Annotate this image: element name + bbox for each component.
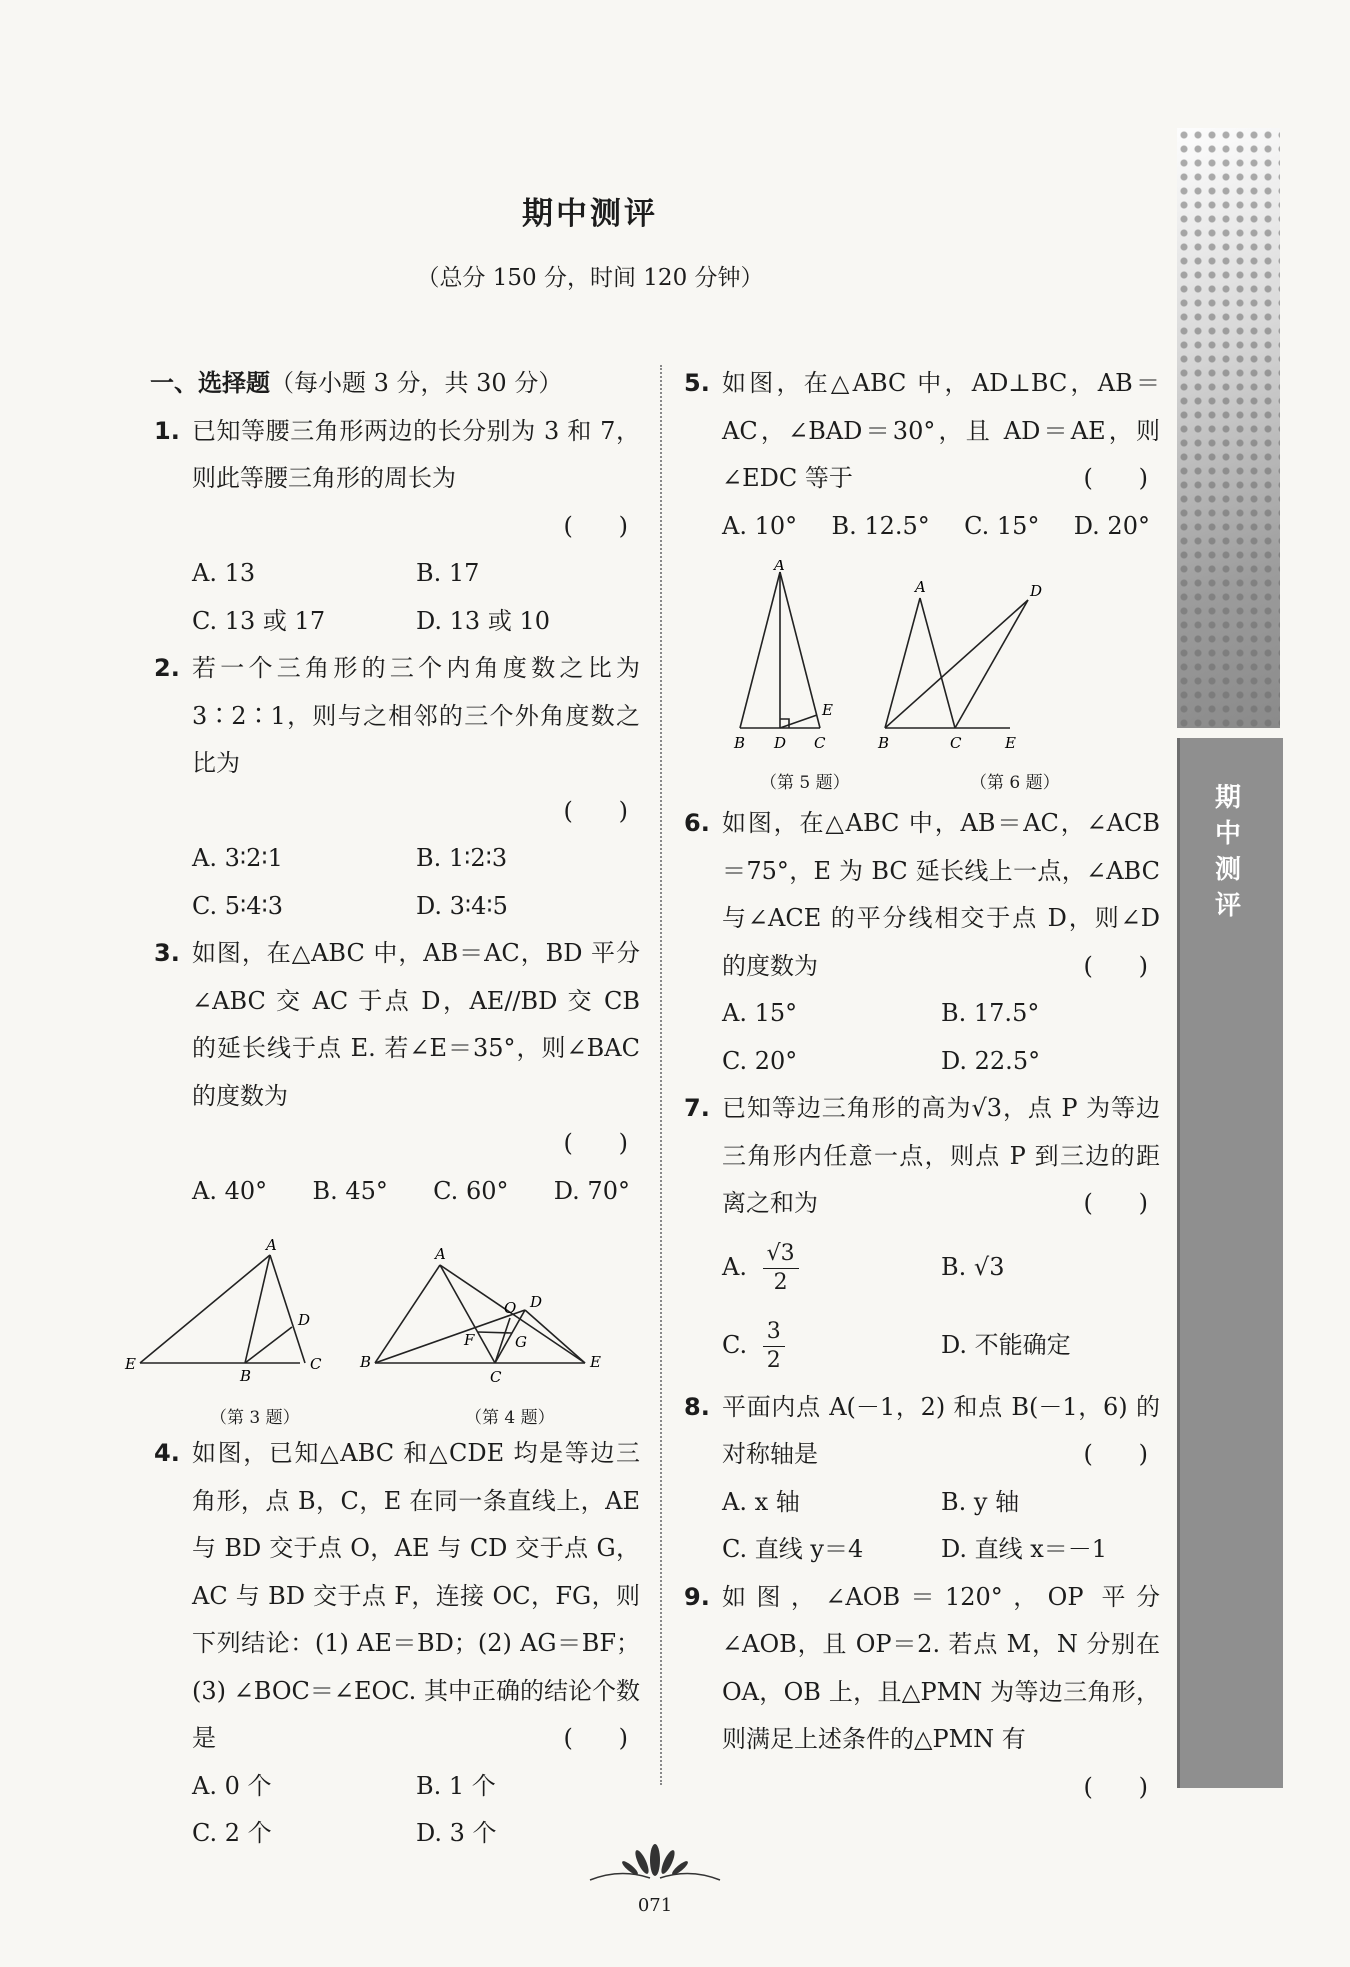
fig4-label-b: B	[360, 1353, 372, 1371]
fig3-label-c: C	[310, 1355, 322, 1373]
fig4-label-e: E	[590, 1353, 601, 1371]
question-9: 9. 如图，∠AOB＝120°，OP 平分∠AOB，且 OP＝2. 若点 M，N 分别在 OA，OB 上，且△PMN 为等边三角形，则满足上述条件的△PMN 有	[684, 1582, 1160, 1753]
options	[680, 1228, 1160, 1384]
option-a[interactable]: A. $\frac{√3}{2}$	[722, 1228, 941, 1306]
footer-ornament-icon	[580, 1830, 730, 1890]
fig4-label-f: F	[464, 1331, 475, 1349]
option-c[interactable]: C. 15°	[964, 511, 1040, 540]
option-a[interactable]: A. 0 个	[192, 1771, 272, 1800]
option-d[interactable]: D. 20°	[1073, 511, 1150, 540]
option-b[interactable]: B. 1 个	[416, 1771, 496, 1800]
fig5-label-b: B	[734, 734, 746, 752]
question-7: 7. 已知等边三角形的高为√3，点 P 为等边三角形内任意一点，则点 P 到三边的距离之和为 ( )	[680, 1085, 1160, 1228]
question-2: 2. 若一个三角形的三个内角度数之比为 3∶2∶1，则与之相邻的三个外角度数之比为	[154, 654, 640, 777]
option-a[interactable]: A. 15°	[722, 999, 798, 1027]
fig5-label-e: E	[822, 701, 833, 719]
figures-3-4	[125, 1215, 640, 1430]
fig3-label-b: B	[240, 1367, 252, 1385]
option-a[interactable]: A. 40°	[192, 1176, 268, 1205]
option-c[interactable]: C. 直线 y＝4	[722, 1535, 864, 1563]
option-c[interactable]: C. 60°	[433, 1176, 509, 1205]
option-c[interactable]: C. 13 或 17	[192, 606, 326, 635]
option-c[interactable]: C. 5∶4∶3	[192, 891, 284, 920]
option-d[interactable]: D. 不能确定	[941, 1330, 1071, 1359]
fig6-label-c: C	[950, 734, 962, 752]
option-a[interactable]: A. 10°	[722, 511, 798, 540]
option-c[interactable]: C. $\frac{3}{2}$	[722, 1306, 941, 1384]
figure-5-6	[710, 560, 1150, 760]
question-4: 4. 如图，已知△ABC 和△CDE 均是等边三角形，点 B，C，E 在同一条直线上，AE 与 BD 交于点 O，AE 与 CD 交于点 G，AC 与 BD 交于点 F，连接 OC，FG，则下列结论：(1) AE＝BD；(2) AG＝BF；(3) ∠BOC＝∠EOC. 其中正确的结论个数是 ( )	[150, 1430, 640, 1763]
fig5-label-a: A	[774, 560, 785, 574]
option-b[interactable]: B. 17	[416, 559, 480, 587]
page-title: 期中测评	[522, 196, 658, 232]
options	[150, 1763, 640, 1858]
option-b[interactable]: B. 17.5°	[941, 999, 1040, 1027]
fig5-caption: （第 5 题）	[760, 773, 850, 793]
fig6-label-e: E	[1005, 734, 1016, 752]
answer-blank[interactable]: ( )	[1083, 1189, 1148, 1217]
fig4-caption: （第 4 题）	[465, 1408, 555, 1428]
fig6-label-d: D	[1030, 582, 1043, 600]
option-d[interactable]: D. 22.5°	[941, 1046, 1041, 1075]
answer-blank[interactable]: ( )	[563, 511, 628, 540]
option-b[interactable]: B. √3	[941, 1252, 1005, 1281]
answer-blank[interactable]: ( )	[1083, 1772, 1148, 1801]
option-b[interactable]: B. 1∶2∶3	[416, 844, 508, 872]
answer-blank[interactable]: ( )	[1083, 1440, 1148, 1468]
fig4-label-g: G	[515, 1333, 527, 1351]
fig5-label-d: D	[774, 734, 787, 752]
side-tab-label: 期 中 测 评	[1214, 783, 1241, 921]
question-6: 6. 如图，在△ABC 中，AB＝AC，∠ACB＝75°，E 为 BC 延长线上一点，∠ABC 与∠ACE 的平分线相交于点 D，则∠D 的度数为 ( )	[680, 800, 1160, 990]
option-c[interactable]: C. 20°	[722, 1046, 798, 1075]
fig3-caption: （第 3 题）	[210, 1408, 300, 1428]
fig3-label-d: D	[298, 1311, 311, 1329]
fig6-caption: （第 6 题）	[970, 773, 1060, 793]
fig4-label-a: A	[435, 1245, 446, 1263]
left-column	[125, 360, 640, 1858]
options	[680, 990, 1160, 1085]
answer-blank[interactable]: ( )	[563, 796, 628, 825]
fig4-label-o: O	[504, 1299, 517, 1317]
option-d[interactable]: D. 直线 x＝－1	[941, 1535, 1108, 1563]
options	[150, 835, 640, 930]
option-d[interactable]: D. 3 个	[416, 1819, 497, 1847]
figure-3	[120, 1235, 610, 1415]
answer-blank[interactable]: ( )	[1083, 951, 1148, 980]
page-number: 071	[637, 1895, 673, 1916]
answer-blank[interactable]: ( )	[1083, 464, 1148, 492]
figures-5-6	[680, 550, 1160, 800]
column-divider	[660, 365, 662, 1785]
option-b[interactable]: B. 12.5°	[831, 511, 930, 540]
question-1: 1. 已知等腰三角形两边的长分别为 3 和 7，则此等腰三角形的周长为	[154, 416, 640, 492]
option-b[interactable]: B. y 轴	[941, 1487, 1020, 1516]
fig4-label-c: C	[490, 1368, 502, 1386]
answer-blank[interactable]: ( )	[563, 1129, 628, 1157]
page-subtitle: （总分 150 分，时间 120 分钟）	[416, 265, 764, 291]
option-d[interactable]: D. 70°	[553, 1176, 630, 1205]
answer-blank[interactable]: ( )	[563, 1724, 628, 1752]
option-d[interactable]: D. 13 或 10	[416, 606, 550, 635]
question-3: 3. 如图，在△ABC 中，AB＝AC，BD 平分∠ABC 交 AC 于点 D，AE//BD 交 CB 的延长线于点 E. 若∠E＝35°，则∠BAC 的度数为	[154, 939, 640, 1110]
options	[150, 550, 640, 645]
side-tab-pattern	[1177, 128, 1280, 728]
question-5: 5. 如图，在△ABC 中，AD⊥BC，AB＝AC，∠BAD＝30°，且 AD＝AE，则∠EDC 等于 ( )	[680, 360, 1160, 503]
option-a[interactable]: A. 13	[192, 559, 256, 587]
right-column	[680, 360, 1160, 1811]
option-a[interactable]: A. x 轴	[722, 1487, 800, 1516]
fig3-label-e: E	[125, 1355, 136, 1373]
options	[680, 1479, 1160, 1574]
fig4-label-d: D	[530, 1293, 543, 1311]
fraction: $\frac{√3}{2}$	[763, 1240, 799, 1297]
question-8: 8. 平面内点 A(－1，2) 和点 B(－1，6) 的对称轴是 ( )	[680, 1384, 1160, 1479]
fraction: $\frac{3}{2}$	[763, 1318, 785, 1375]
section-heading: 一、选择题（每小题 3 分，共 30 分）	[150, 369, 563, 397]
option-d[interactable]: D. 3∶4∶5	[416, 891, 508, 920]
option-c[interactable]: C. 2 个	[192, 1819, 272, 1847]
fig5-label-c: C	[814, 734, 826, 752]
fig6-label-b: B	[878, 734, 890, 752]
fig3-label-a: A	[266, 1236, 277, 1254]
options	[150, 1168, 640, 1216]
option-b[interactable]: B. 45°	[312, 1176, 388, 1205]
option-a[interactable]: A. 3∶2∶1	[192, 844, 283, 872]
fig6-label-a: A	[915, 578, 926, 596]
options	[680, 503, 1160, 551]
